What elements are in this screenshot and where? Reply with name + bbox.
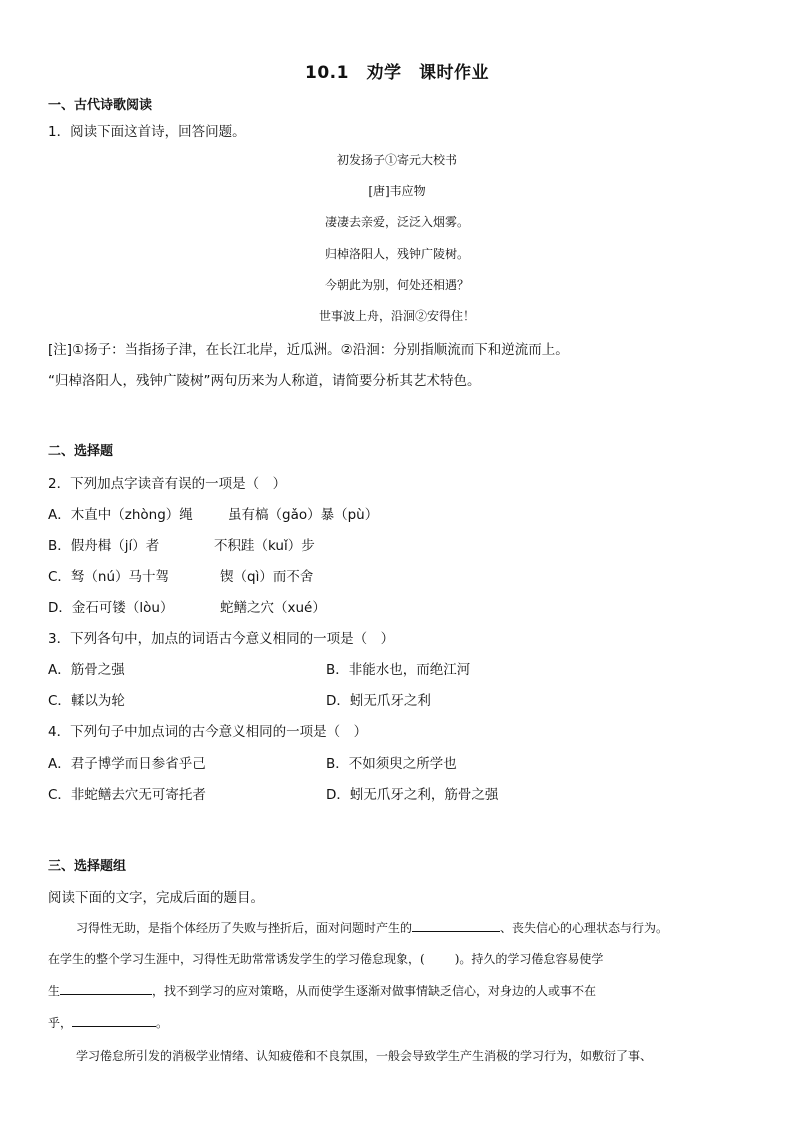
question-3-option: D．蚓无爪牙之利 (326, 693, 431, 709)
passage-paragraph-1: 习得性无助，是指个体经历了失败与挫折后，面对问题时产生的 、丧失信心的心理状态与行为。 (76, 921, 669, 935)
question-4-option: C．非蛇鳝去穴无可寄托者 (48, 787, 206, 803)
fill-blank-1[interactable] (412, 919, 500, 932)
passage-line: 在学生的整个学习生涯中，习得性无助常常诱发学生的学习倦怠现象，( )。持久的学习倦怠容易使学 (48, 952, 604, 966)
question-2-option: D．金石可镂（lòu） (48, 600, 174, 616)
question-2-option: B．假舟楫（jí）者 (48, 538, 160, 554)
question-2-option: C．驽（nú）马十驾 (48, 569, 170, 585)
section-heading-choice-group: 三、选择题组 (48, 859, 127, 874)
question-2-option-part: 虽有槁（gǎo）暴（pù） (228, 507, 379, 523)
poem-line: 世事波上舟，沿洄②安得住！ (318, 309, 475, 323)
question-3-option: B．非能水也，而绝江河 (326, 662, 471, 678)
poem-line: 凄凄去亲爱，泛泛入烟雾。 (324, 215, 469, 229)
question-3-option: A．筋骨之强 (48, 662, 125, 678)
passage-line: 生 ，找不到学习的应对策略，从而使学生逐渐对做事情缺乏信心，对身边的人或事不在 (48, 984, 597, 998)
question-2-option-part: 蛇鳝之穴（xué） (220, 600, 326, 616)
passage-paragraph-2: 学习倦怠所引发的消极学业情绪、认知疲倦和不良氛围，一般会导致学生产生消极的学习行为，如敷衍了事、 (76, 1049, 653, 1063)
poem-line: 今朝此为别，何处还相遇？ (324, 278, 469, 292)
fill-blank-2[interactable] (60, 982, 152, 995)
reading-instruction: 阅读下面的文字，完成后面的题目。 (48, 890, 264, 906)
poem-annotation: [注]①扬子：当指扬子津，在长江北岸，近瓜洲。②沿洄：分别指顺流而下和逆流而上。 (48, 342, 569, 358)
question-1-prompt: “归棹洛阳人，残钟广陵树”两句历来为人称道，请简要分析其艺术特色。 (48, 373, 481, 389)
passage-line: 乎， 。 (48, 1016, 169, 1030)
poem-line: 归棹洛阳人，残钟广陵树。 (324, 247, 469, 261)
page-title: 10.1 劝学 课时作业 (305, 63, 489, 83)
question-4-option: A．君子博学而日参省乎己 (48, 756, 206, 772)
question-2-option: A．木直中（zhòng）绳 (48, 507, 193, 523)
poem-author: [唐]韦应物 (368, 184, 426, 198)
question-3-option: C．輮以为轮 (48, 693, 125, 709)
question-1-stem: 1．阅读下面这首诗，回答问题。 (48, 124, 246, 140)
section-heading-poetry: 一、古代诗歌阅读 (48, 98, 153, 113)
poem-title: 初发扬子①寄元大校书 (336, 153, 457, 167)
question-3-stem: 3．下列各句中，加点的词语古今意义相同的一项是（ ） (48, 631, 395, 647)
question-4-option: D．蚓无爪牙之利，筋骨之强 (326, 787, 499, 803)
question-2-option-part: 不积跬（kuǐ）步 (214, 538, 315, 554)
section-heading-choice: 二、选择题 (48, 444, 114, 459)
question-4-option: B．不如须臾之所学也 (326, 756, 457, 772)
question-2-option-part: 锲（qì）而不舍 (220, 569, 314, 585)
fill-blank-3[interactable] (72, 1014, 156, 1027)
question-4-stem: 4．下列句子中加点词的古今意义相同的一项是（ ） (48, 724, 368, 740)
question-2-stem: 2．下列加点字读音有误的一项是（ ） (48, 476, 287, 492)
